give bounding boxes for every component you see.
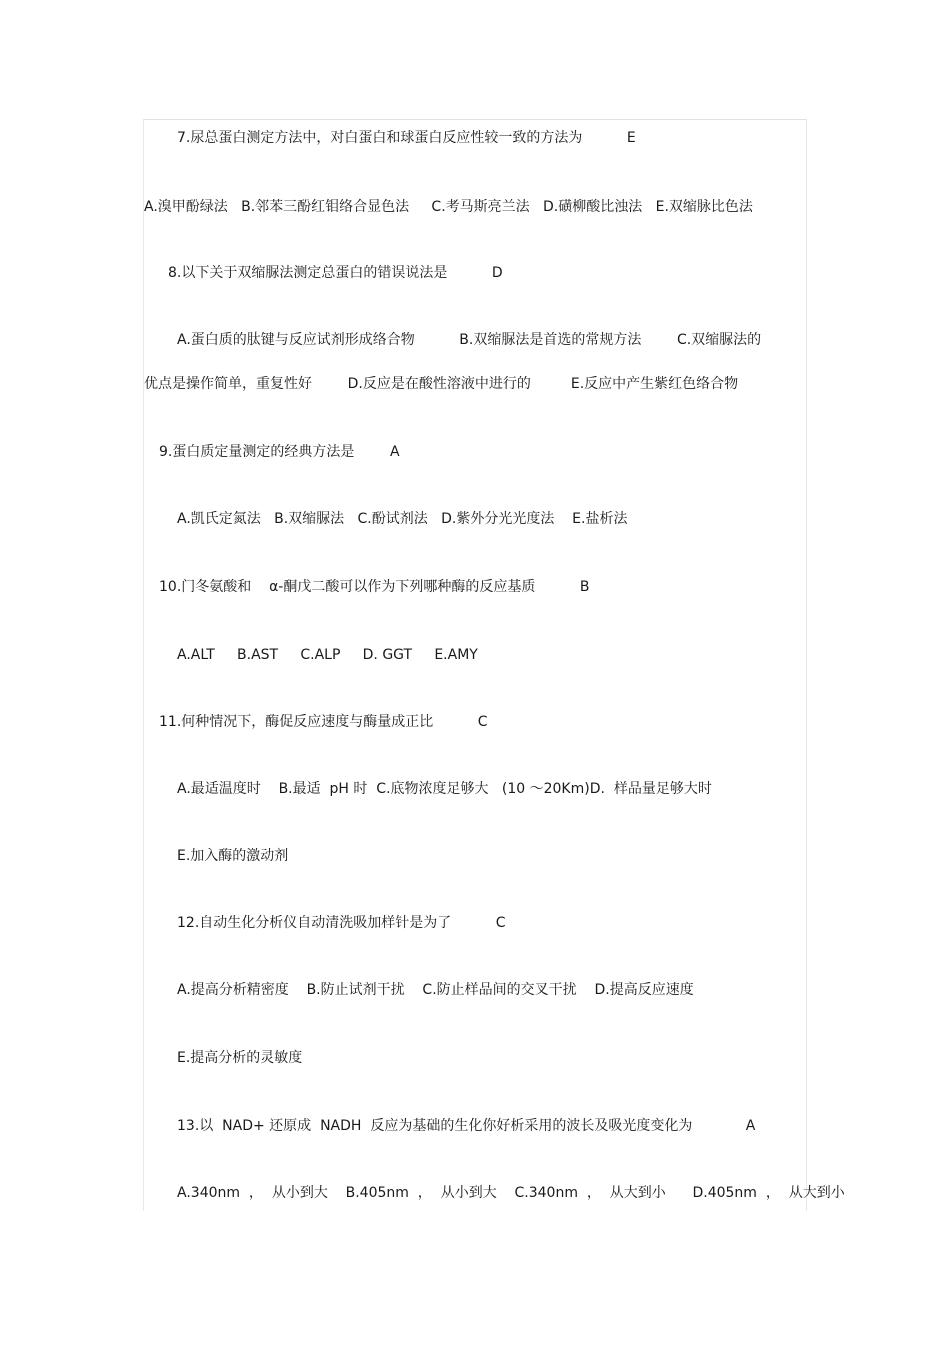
page-frame: [143, 119, 807, 1211]
question-7-options: A.溴甲酚绿法 B.邻苯三酚红钼络合显色法 C.考马斯亮兰法 D.磺柳酸比浊法 E.双缩脉比色法: [144, 199, 753, 215]
question-12-options-2: E.提高分析的灵敏度: [177, 1050, 303, 1066]
question-9-options: A.凯氏定氮法 B.双缩脲法 C.酚试剂法 D.紫外分光光度法 E.盐析法: [177, 511, 628, 527]
question-12-options-1: A.提高分析精密度 B.防止试剂干扰 C.防止样品间的交叉干扰 D.提高反应速度: [177, 982, 694, 998]
question-13: 13.以 NAD+ 还原成 NADH 反应为基础的生化你好析采用的波长及吸光度变化为 A: [177, 1118, 756, 1134]
question-7: 7.尿总蛋白测定方法中，对白蛋白和球蛋白反应性较一致的方法为 E: [177, 130, 636, 146]
question-8-options-1: A.蛋白质的肽键与反应试剂形成络合物 B.双缩脲法是首选的常规方法 C.双缩脲法的: [177, 332, 762, 348]
question-10: 10.门冬氨酸和 α-酮戊二酸可以作为下列哪种酶的反应基质 B: [159, 579, 590, 595]
question-13-options: A.340nm ， 从小到大 B.405nm ， 从小到大 C.340nm ， 从大到小 D.405nm ， 从大到小: [177, 1185, 845, 1201]
question-11-options-1: A.最适温度时 B.最适 pH 时 C.底物浓度足够大 (10 ～20Km)D. 样品量足够大时: [177, 781, 712, 797]
question-8: 8.以下关于双缩脲法测定总蛋白的错误说法是 D: [168, 265, 503, 281]
question-12: 12.自动生化分析仪自动清洗吸加样针是为了 C: [177, 915, 506, 931]
question-9: 9.蛋白质定量测定的经典方法是 A: [159, 444, 400, 460]
question-11-options-2: E.加入酶的激动剂: [177, 848, 289, 864]
question-11: 11.何种情况下，酶促反应速度与酶量成正比 C: [159, 714, 488, 730]
question-8-options-2: 优点是操作简单，重复性好 D.反应是在酸性溶液中进行的 E.反应中产生紫红色络合物: [144, 376, 739, 392]
question-10-options: A.ALT B.AST C.ALP D. GGT E.AMY: [177, 647, 478, 663]
